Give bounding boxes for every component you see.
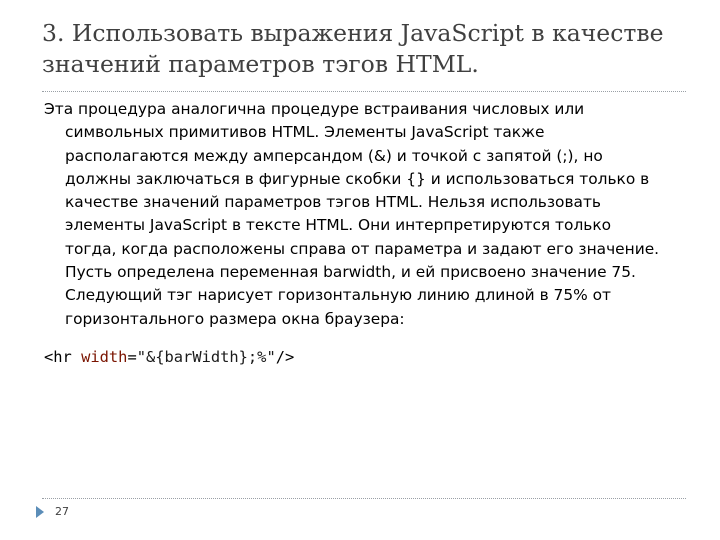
code-attribute: width <box>81 348 128 366</box>
code-tag-close: /> <box>275 348 295 366</box>
body-line: символьных примитивов HTML. Элементы JavaScript также <box>65 123 545 142</box>
code-tag-open: <hr <box>44 348 72 366</box>
code-example <box>44 345 294 369</box>
body-line: Следующий тэг нарисует горизонтальную линию длиной в 75% от <box>65 286 612 305</box>
title-divider <box>42 91 686 92</box>
code-equals: = <box>127 348 137 366</box>
body-line: элементы JavaScript в тексте HTML. Они интерпретируются только <box>65 216 612 235</box>
body-line: Эта процедура аналогична процедуре встраивания числовых или <box>44 100 585 118</box>
body-line: располагаются между амперсандом (&) и точкой с запятой (;), но <box>65 146 603 165</box>
slide-title <box>42 18 702 80</box>
body-line: горизонтального размера окна браузера: <box>65 309 405 328</box>
slide-title-line-1: 3. Использовать выражения JavaScript в качестве <box>42 19 664 47</box>
page-number: 27 <box>55 505 69 518</box>
body-line: Пусть определена переменная barwidth, и ей присвоено значение 75. <box>65 263 636 282</box>
slide-title-line-2: значений параметров тэгов HTML. <box>42 50 479 78</box>
body-line: тогда, когда расположены справа от параметра и задают его значение. <box>65 239 660 258</box>
slide-body-paragraph <box>44 98 694 331</box>
footer-divider <box>42 498 686 499</box>
code-value: "&{barWidth};%" <box>136 348 276 366</box>
body-line: качестве значений параметров тэгов HTML. Нельзя использовать <box>65 193 601 212</box>
body-line: должны заключаться в фигурные скобки {} и использоваться только в <box>65 169 650 188</box>
footer-arrow-icon <box>36 506 44 518</box>
